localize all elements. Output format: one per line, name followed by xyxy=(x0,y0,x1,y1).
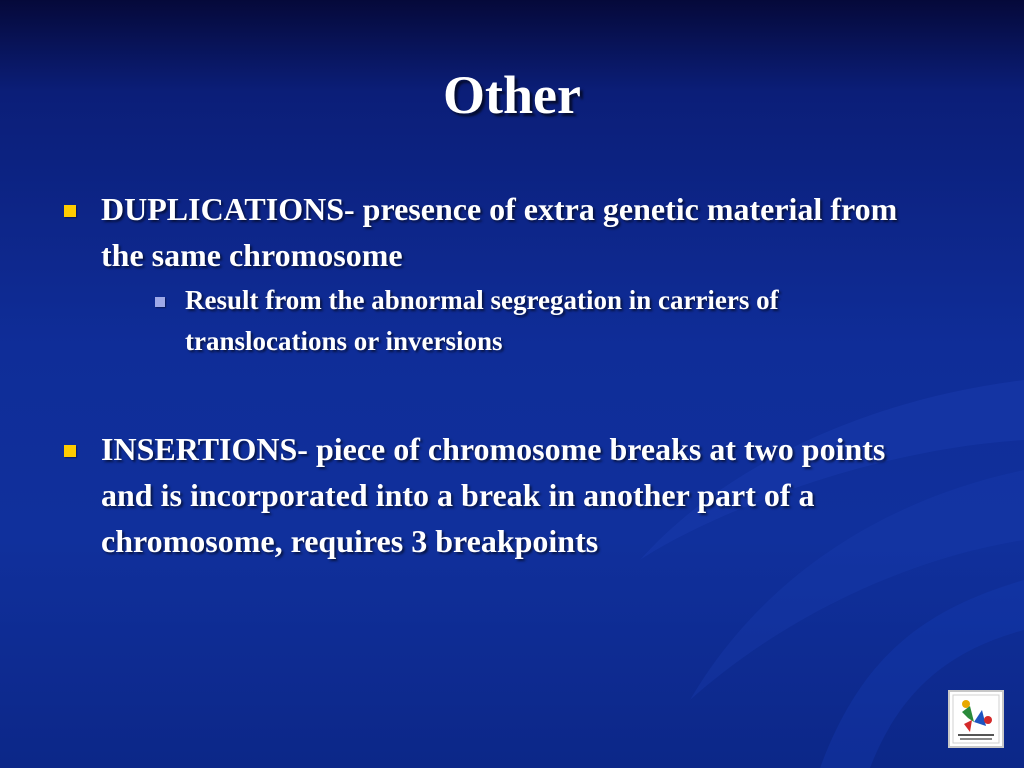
sub-bullet-segregation xyxy=(147,280,945,362)
slide-title: Other xyxy=(443,65,581,125)
sub-bullet-text: Result from the abnormal segregation in carriers of translocations or inversions xyxy=(185,285,779,356)
bullet-text: DUPLICATIONS- presence of extra genetic material from the same chromosome xyxy=(101,191,898,273)
hospital-logo-icon xyxy=(948,690,1004,748)
square-sub-bullet-icon xyxy=(155,297,165,307)
square-bullet-icon xyxy=(64,445,76,457)
bullet-insertions xyxy=(62,426,942,564)
bullet-list xyxy=(62,186,942,564)
bullet-duplications xyxy=(62,186,942,362)
square-bullet-icon xyxy=(64,205,76,217)
bullet-text: INSERTIONS- piece of chromosome breaks at two points and is incorporated into a break in another part of a chromosome, requires 3 breakpoints xyxy=(101,431,886,559)
